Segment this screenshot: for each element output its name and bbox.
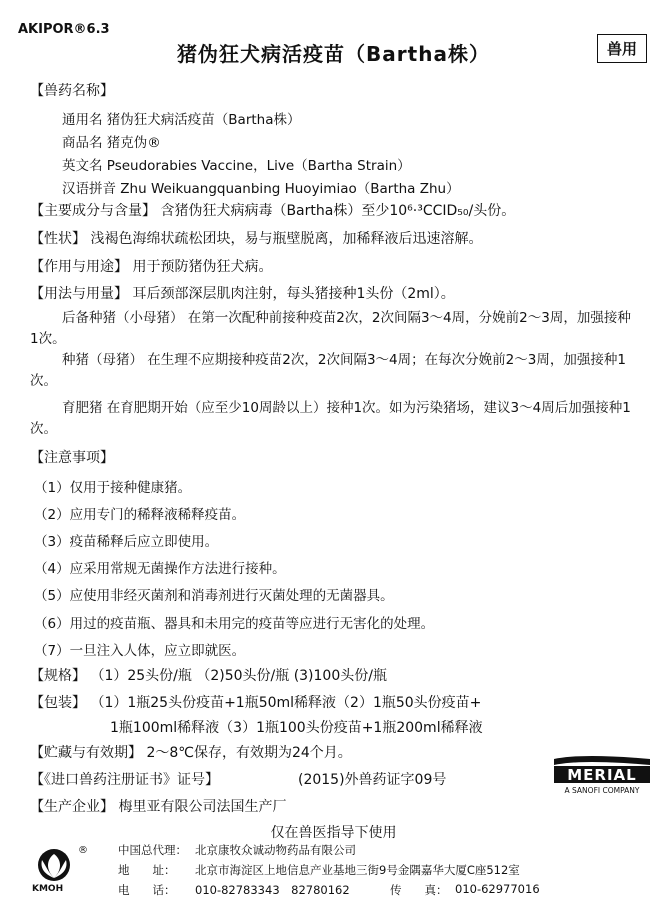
agent-value: 北京康牧众诚动物药品有限公司: [195, 843, 356, 857]
precaution-item: （7）一旦注入人体，应立即就医。: [34, 643, 246, 659]
precaution-item: （6）用过的疫苗瓶、器具和未用完的疫苗等应进行无害化的处理。: [34, 616, 435, 632]
dosage-sows: 种猪（母猪） 在生理不应期接种疫苗2次，2次间隔3～4周；在每次分娩前2～3周，加强接种1次。: [30, 352, 626, 389]
address-label: 地 址：: [118, 863, 176, 877]
kmoh-emblem-icon: [34, 848, 74, 882]
fax-value: 010-62977016: [455, 882, 540, 896]
product-code: AKIPOR®6.3: [18, 22, 110, 37]
precaution-item: （4）应采用常规无菌操作方法进行接种。: [34, 561, 286, 577]
dosage-finishers: 育肥猪 在育肥期开始（应至少10周龄以上）接种1次。如为污染猪场，建议3～4周后加强接种1次。: [30, 400, 631, 437]
specification: 【规格】 （1）25头份/瓶 （2)50头份/瓶 (3)100头份/瓶: [30, 668, 387, 684]
kmoh-logo: [34, 848, 74, 896]
usage: 【作用与用途】 用于预防猪伪狂犬病。: [30, 259, 273, 275]
page-title: 猪伪狂犬病活疫苗（Bartha株）: [177, 42, 490, 66]
package-line-1: 【包装】 （1）1瓶25头份疫苗+1瓶50ml稀释液（2）1瓶50头份疫苗+: [30, 695, 482, 711]
agent-label: 中国总代理：: [118, 843, 187, 857]
merial-logo: [552, 755, 652, 800]
precaution-item: （3）疫苗稀释后应立即使用。: [34, 534, 219, 550]
dosage-gilts: 后备种猪（小母猪） 在第一次配种前接种疫苗2次，2次间隔3～4周，分娩前2～3周，加强接种1次。: [30, 310, 631, 347]
generic-name: 通用名 猪伪狂犬病活疫苗（Bartha株）: [62, 112, 301, 128]
veterinary-stamp: 兽用: [597, 34, 647, 63]
address-value: 北京市海淀区上地信息产业基地三街9号金隅嘉华大厦C座512室: [195, 863, 520, 877]
precaution-item: （5）应使用非经灭菌剂和消毒剂进行灭菌处理的无菌器具。: [34, 588, 394, 604]
storage: 【贮藏与有效期】 2～8℃保存，有效期为24个月。: [30, 745, 352, 761]
precautions-heading: 【注意事项】: [30, 450, 114, 466]
kmoh-name: KMOH: [32, 884, 64, 894]
precaution-item: （1）仅用于接种健康猪。: [34, 480, 192, 496]
name-heading: 【兽药名称】: [30, 83, 114, 99]
kmoh-registered-mark: ®: [78, 845, 88, 856]
license-label: 【《进口兽药注册证书》证号】: [30, 772, 219, 788]
composition: 【主要成分与含量】 含猪伪狂犬病病毒（Bartha株）至少10⁶·³CCID₅₀/头份。: [30, 203, 516, 219]
vet-use-note: 仅在兽医指导下使用: [270, 825, 397, 841]
pinyin-name: 汉语拼音 Zhu Weikuangquanbing Huoyimiao（Bartha Zhu）: [62, 181, 460, 197]
phone-label: 电 话：: [118, 883, 176, 897]
appearance: 【性状】 浅褐色海绵状疏松团块，易与瓶壁脱离，加稀释液后迅速溶解。: [30, 231, 483, 247]
phone-value: 010-82783343 82780162: [195, 883, 350, 897]
precaution-item: （2）应用专门的稀释液稀释疫苗。: [34, 507, 246, 523]
license-number: (2015)外兽药证字09号: [298, 772, 447, 788]
dosage-heading: 【用法与用量】 耳后颈部深层肌肉注射，每头猪接种1头份（2ml）。: [30, 286, 455, 302]
fax-label: 传 真：: [390, 883, 448, 897]
manufacturer: 【生产企业】 梅里亚有限公司法国生产厂: [30, 799, 287, 815]
merial-subtitle: A SANOFI COMPANY: [564, 786, 640, 795]
package-line-2: 1瓶100ml稀释液（3）1瓶100头份疫苗+1瓶200ml稀释液: [110, 720, 483, 736]
english-name: 英文名 Pseudorabies Vaccine，Live（Bartha Strain）: [62, 158, 411, 174]
trade-name: 商品名 猪克伪®: [62, 135, 161, 151]
merial-name: MERIAL: [567, 766, 637, 784]
